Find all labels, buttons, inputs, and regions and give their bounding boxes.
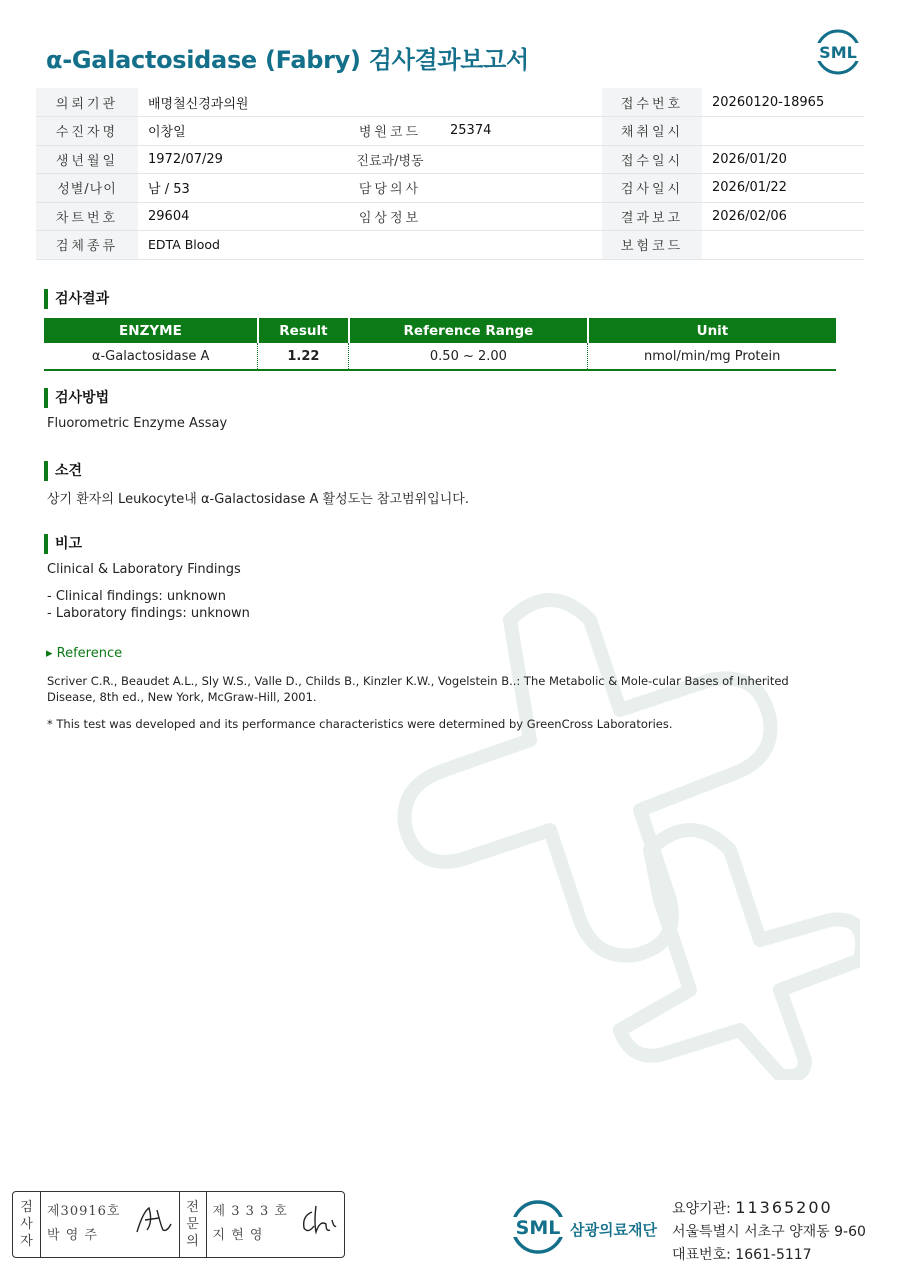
reference-heading: ▸ Reference [46,646,123,661]
info-label: 채취일시 [602,117,702,146]
result-table [44,318,836,371]
info-row [36,231,864,260]
result-header-row [44,318,836,343]
signature-box [12,1191,345,1258]
logo-text: SML [515,1217,561,1239]
info-row [36,117,864,146]
table-row [44,343,836,370]
enzyme-cell: α-Galactosidase A [44,343,258,370]
org-phone: 1661-5117 [735,1247,812,1263]
watermark-cross-icon [360,560,860,1080]
method-section-heading: 검사방법 [44,388,109,408]
result-cell: 1.22 [258,343,349,370]
opinion-text: 상기 환자의 Leukocyte내 α-Galactosidase A 활성도는 참고범위입니다. [47,492,469,507]
info-label: 성별/나이 [36,174,138,203]
remarks-line: - Clinical findings: unknown [47,589,226,604]
range-cell: 0.50 ~ 2.00 [349,343,588,370]
method-text: Fluorometric Enzyme Assay [47,416,228,431]
info-label: 검체종류 [36,231,138,260]
info-value: 2026/02/06 [702,202,864,231]
info-value: 2026/01/20 [702,145,864,174]
info-value [702,117,864,146]
org-code-label: 요양기관: [672,1201,731,1217]
col-header-enzyme: ENZYME [44,318,258,343]
info-value: 남 / 53 [138,174,340,203]
org-info [672,1196,866,1267]
info-row [36,202,864,231]
info-value: 1972/07/29 [138,145,340,174]
info-label: 담당의사 [340,174,440,203]
info-value [702,231,864,260]
info-label: 보험코드 [602,231,702,260]
info-label: 진료과/병동 [340,145,440,174]
sml-logo-icon [812,28,864,76]
opinion-section-heading: 소견 [44,461,82,481]
specialist-cell [207,1192,345,1257]
org-code: 11365200 [735,1198,833,1217]
info-label: 검사일시 [602,174,702,203]
reference-citation: Scriver C.R., Beaudet A.L., Sly W.S., Valle D., Childs B., Kinzler K.W., Vogelstein B..: The Metabolic & Mole-cular Bases of Inherited Disease, 8th ed., New York, McGraw-Hill, 2001. [47,674,789,704]
logo-text: SML [819,43,857,62]
info-label: 의뢰기관 [36,88,138,117]
page-title: α-Galactosidase (Fabry) 검사결과보고서 [46,46,529,74]
info-value: 배명철신경과의원 [138,88,602,117]
info-value [440,202,602,231]
info-label: 생년월일 [36,145,138,174]
specialist-name: 지 현 영 [212,1228,264,1243]
info-value: 20260120-18965 [702,88,864,117]
specialist-label: 전 문 의 [179,1192,207,1257]
info-value [440,174,602,203]
info-label: 접수일시 [602,145,702,174]
info-label: 병원코드 [340,117,440,146]
info-label: 수진자명 [36,117,138,146]
remarks-line: Clinical & Laboratory Findings [47,562,241,577]
examiner-cell [41,1192,179,1257]
specialist-signature-icon [298,1202,338,1238]
col-header-result: Result [258,318,349,343]
col-header-unit: Unit [588,318,836,343]
col-header-reference-range: Reference Range [349,318,588,343]
info-label: 결과보고 [602,202,702,231]
result-section-heading: 검사결과 [44,289,109,309]
examiner-license: 제30916호 [47,1204,121,1219]
org-phone-label: 대표번호: [672,1247,731,1263]
examiner-signature-icon [133,1202,173,1238]
reference-note: * This test was developed and its performance characteristics were determined by GreenCross Laboratories. [47,717,673,731]
remarks-section-heading: 비고 [44,534,82,554]
examiner-name: 박 영 주 [47,1228,98,1243]
info-row [36,174,864,203]
info-row [36,145,864,174]
unit-cell: nmol/min/mg Protein [588,343,836,370]
info-row [36,88,864,117]
info-value: 이창일 [138,117,340,146]
org-address: 서울특별시 서초구 양재동 9-60 [672,1224,866,1240]
specialist-license: 제 3 3 3 호 [212,1204,288,1219]
info-value: EDTA Blood [138,231,602,260]
info-value [440,145,602,174]
info-value: 2026/01/22 [702,174,864,203]
remarks-line: - Laboratory findings: unknown [47,606,250,621]
patient-info-table [36,88,864,260]
sml-foundation-logo-icon [508,1198,568,1256]
info-label: 접수번호 [602,88,702,117]
examiner-label: 검 사 자 [13,1192,41,1257]
info-label: 임상정보 [340,202,440,231]
info-value: 29604 [138,202,340,231]
org-name: 삼광의료재단 [570,1221,657,1239]
info-label: 차트번호 [36,202,138,231]
info-value: 25374 [440,117,602,146]
